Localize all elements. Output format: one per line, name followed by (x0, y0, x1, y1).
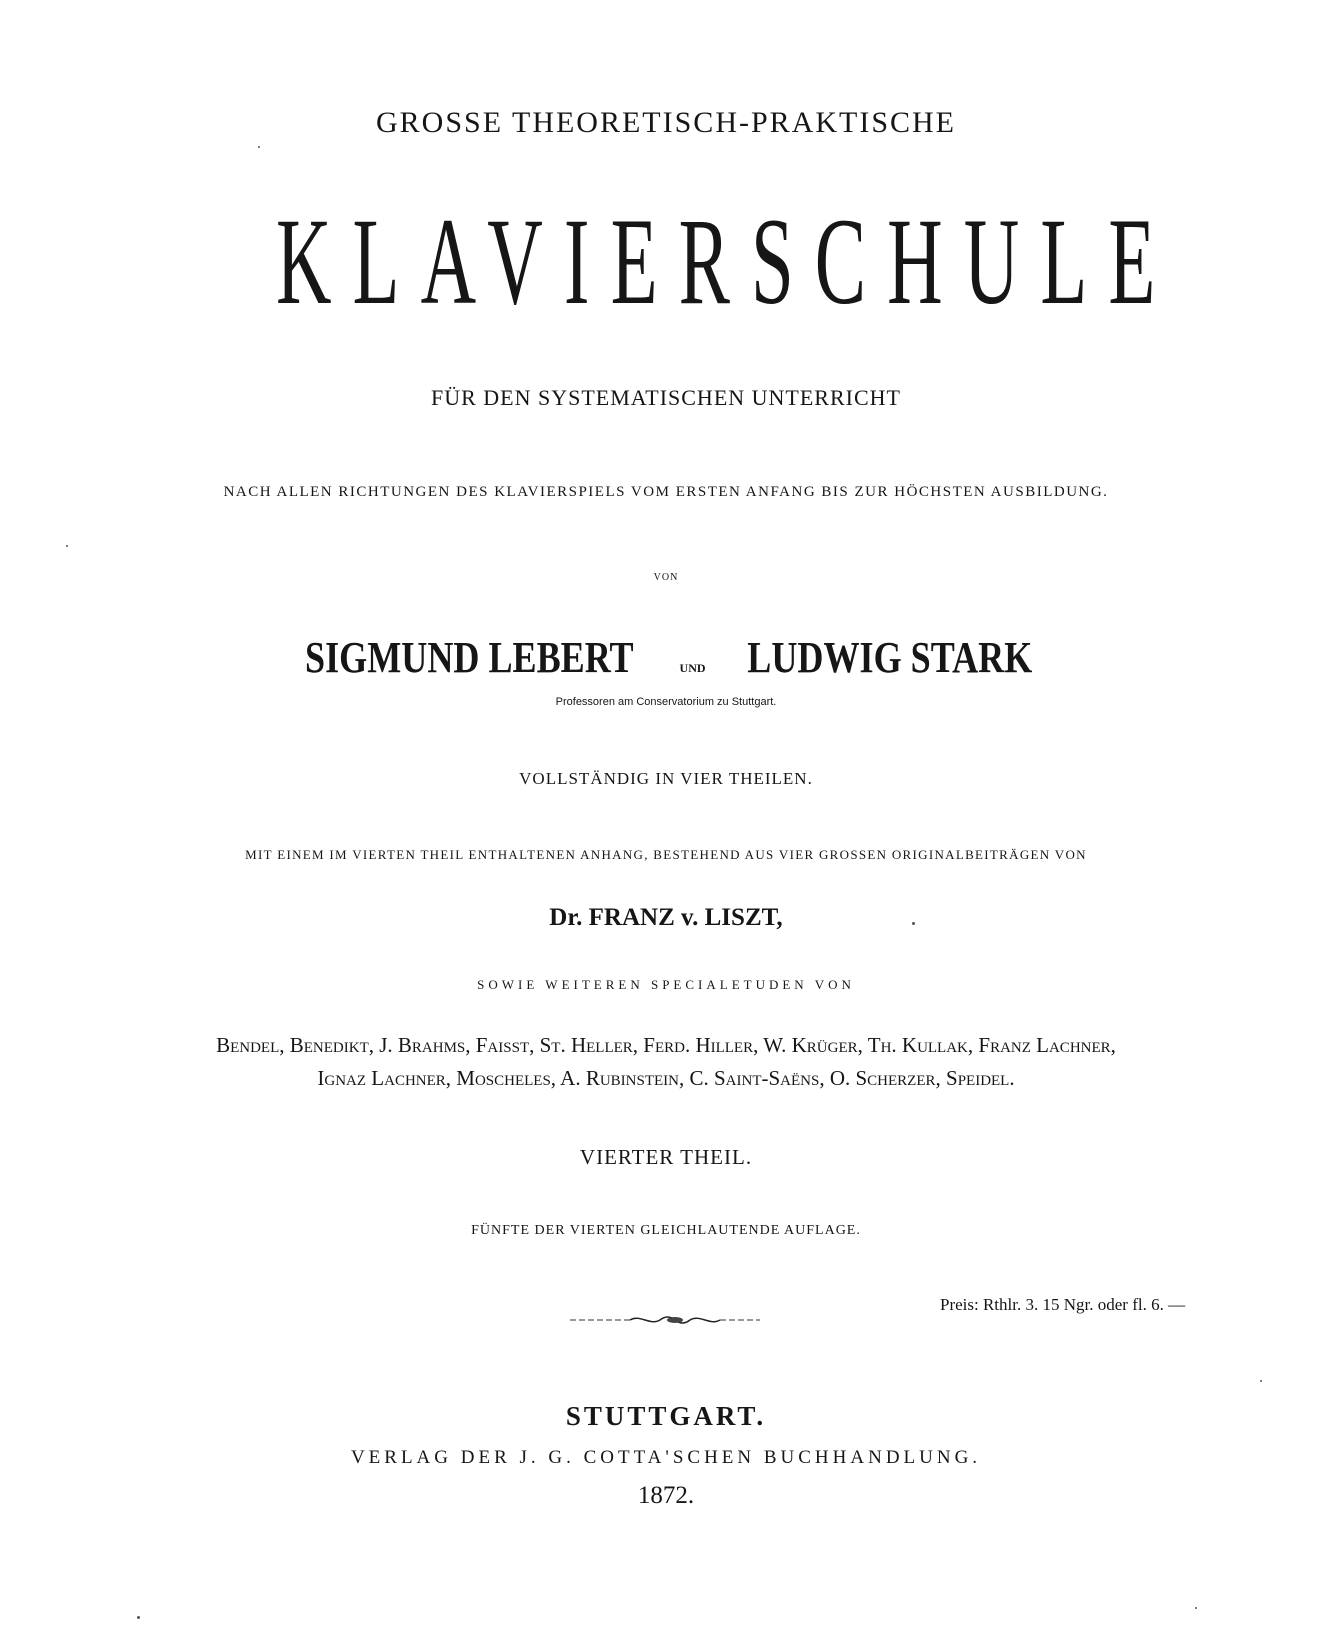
author-affiliation: Professoren am Conservatorium zu Stuttgart. (555, 696, 777, 708)
edition-note: FÜNFTE DER VIERTEN GLEICHLAUTENDE AUFLAGE. (471, 1223, 861, 1238)
publisher-city: STUTTGART. (565, 1401, 767, 1431)
author-lebert: SIGMUND LEBERT (304, 633, 634, 682)
contributors-line-2: Ignaz Lachner, Moscheles, A. Rubinstein, C. Saint-Saëns, O. Scherzer, Speidel. (317, 1066, 1015, 1090)
scan-speck (912, 922, 915, 925)
special-etudes-label: SOWIE WEITEREN SPECIALETUDEN VON (477, 977, 855, 992)
contributors-line-1: Bendel, Benedikt, J. Brahms, Faisst, St. Heller, Ferd. Hiller, W. Krüger, Th. Kullak, Franz Lachner, (216, 1033, 1116, 1057)
publisher-name: VERLAG DER J. G. COTTA'SCHEN BUCHHANDLUNG. (350, 1447, 982, 1468)
subtitle: FÜR DEN SYSTEMATISCHEN UNTERRICHT (431, 385, 901, 410)
ornament-divider-icon (570, 1310, 760, 1330)
scan-speck (66, 545, 68, 547)
author-stark: LUDWIG STARK (746, 633, 1032, 682)
subtitle-scope: NACH ALLEN RICHTUNGEN DES KLAVIERSPIELS VOM ERSTEN ANFANG BIS ZUR HÖCHSTEN AUSBILDUNG. (223, 484, 1109, 500)
scan-speck (1260, 1380, 1262, 1382)
authors (0, 633, 1332, 682)
completeness-note: VOLLSTÄNDIG IN VIER THEILEN. (519, 769, 813, 788)
appendix-note: MIT EINEM IM VIERTEN THEIL ENTHALTENEN ANHANG, BESTEHEND AUS VIER GROSSEN ORIGINALBEITRÄGEN VON (245, 847, 1087, 862)
scan-speck (137, 1616, 140, 1619)
price: Preis: Rthlr. 3. 15 Ngr. oder fl. 6. — (940, 1295, 1186, 1314)
main-title-text: KLAVIERSCHULE (275, 193, 1177, 330)
publication-year: 1872. (637, 1482, 695, 1509)
and-label: UND (679, 661, 706, 676)
contributor-liszt: Dr. FRANZ v. LISZT, (549, 904, 783, 931)
scan-speck (258, 146, 260, 148)
main-title (0, 193, 1332, 330)
pre-title: GROSSE THEORETISCH-PRAKTISCHE (376, 106, 956, 139)
volume-label: VIERTER THEIL. (579, 1145, 753, 1169)
scan-speck (1195, 1607, 1197, 1609)
by-label: VON (653, 572, 679, 583)
